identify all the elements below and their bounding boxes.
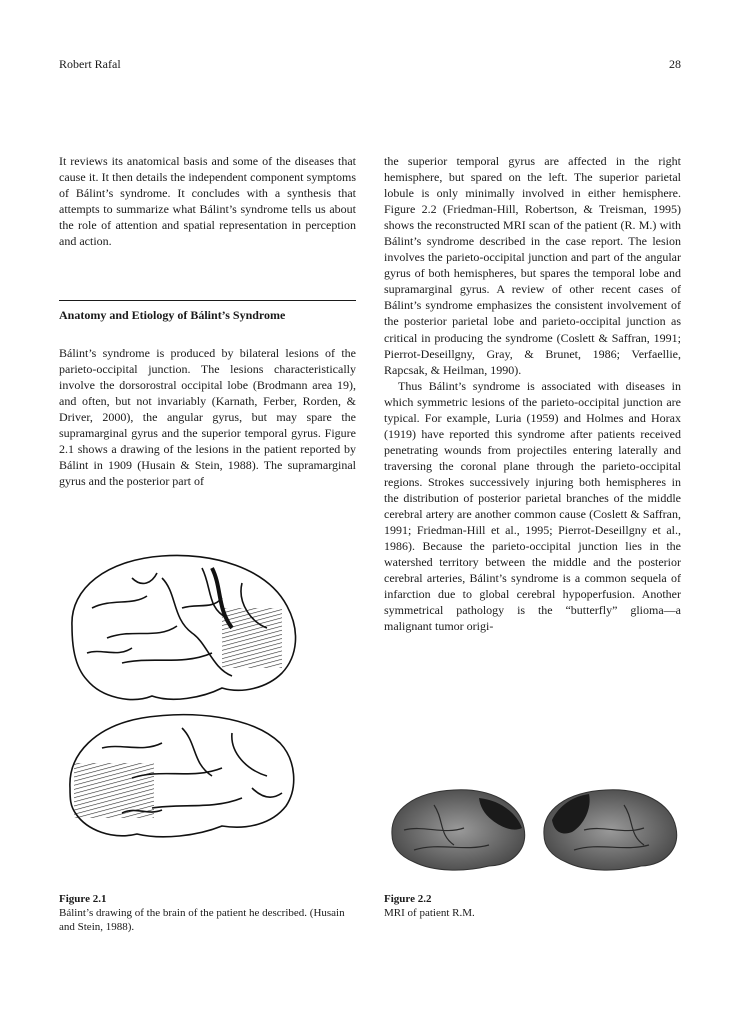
section-body: [59, 345, 356, 489]
right-paragraph-1: the superior temporal gyrus are affected in the right hemisphere, but spared on the left. The superior parietal lobule is only minimally involved in either hemisphere. Figure 2.2 (Friedman-Hill, Robertson, & Treisman, 1995) shows the reconstructed MRI scan of the patient (R. M.) with Bálint’s syndrome described in the case report. The lesion involves the parieto-occipital junction and part of the angular gyrus of both hemispheres, but spares the temporal lobe and supramarginal gyrus. A review of other recent cases of Bálint’s syndrome emphasizes the consistent involvement of the posterior parietal lobe and parieto-occipital junction as critical in producing the syndrome (Coslett & Saffran, 1991; Pierrot-Deseillgny, Gray, & Brunet, 1986; Verfaellie, Rapcsak, & Heilman, 1990).: [384, 154, 681, 377]
figure-2-2-caption: [384, 892, 684, 920]
lower-lesion-hatching: [74, 763, 154, 818]
intro-paragraph: It reviews its anatomical basis and some of the diseases that cause it. It then details the independent component symptoms of Bálint’s syndrome. It concludes with a synthesis that attempts to summarize what Bálint’s syndrome tells us about the role of attention and spatial representation in perception and action.: [59, 154, 356, 249]
right-column: [384, 153, 681, 634]
figure-2-1-caption: [59, 892, 359, 934]
figure-2-1-caption-text: Bálint’s drawing of the brain of the patient he described. (Husain and Stein, 1988).: [59, 907, 345, 933]
figure-2-2-mri: [384, 780, 684, 880]
left-column-intro: [59, 153, 356, 249]
figure-2-2-label: Figure 2.2: [384, 893, 432, 905]
section-paragraph: Bálint’s syndrome is produced by bilateral lesions of the parieto-occipital junction. The lesions characteristically involve the dorsorostral occipital lobe (Brodmann area 19), and often, but not invariably (Karnath, Ferber, Rorden, & Driver, 2000), the angular gyrus, but may spare the supramarginal gyrus and the superior temporal gyrus. Figure 2.1 shows a drawing of the lesions in the patient reported by Bálint in 1909 (Husain & Stein, 1988). The supramarginal gyrus and the posterior part of: [59, 346, 356, 489]
upper-lesion-hatching: [222, 608, 282, 668]
running-header-author: Robert Rafal: [59, 57, 121, 71]
mri-left-hemisphere: [392, 790, 525, 870]
section-heading: Anatomy and Etiology of Bálint’s Syndrome: [59, 308, 286, 322]
section-divider: [59, 300, 356, 301]
page-number: 28: [669, 57, 681, 71]
figure-2-1-brain-drawing: [62, 548, 302, 868]
figure-2-1-label: Figure 2.1: [59, 893, 107, 905]
right-paragraph-2: Thus Bálint’s syndrome is associated with diseases in which symmetric lesions of the parieto-occipital junction are typical. For example, Luria (1959) and Holmes and Horax (1919) have reported this syndrome after patients received penetrating wounds from projectiles entering laterally and traversing the coronal plane through the parieto-occipital regions. Strokes successively injuring both hemispheres in the distribution of posterior parietal branches of the middle cerebral artery are another common cause (Coslett & Saffran, 1991; Friedman-Hill et al., 1995; Pierrot-Deseillgny et al., 1986). Because the parieto-occipital junction lies in the watershed territory between the middle and the posterior cerebral arteries, Bálint’s syndrome is a common sequela of infarction due to global cerebral hypoperfusion. Another symmetrical pathology is the “butterfly” glioma—a malignant tumor origi-: [384, 378, 681, 634]
mri-right-hemisphere: [544, 790, 677, 870]
figure-2-2-caption-text: MRI of patient R.M.: [384, 907, 475, 919]
